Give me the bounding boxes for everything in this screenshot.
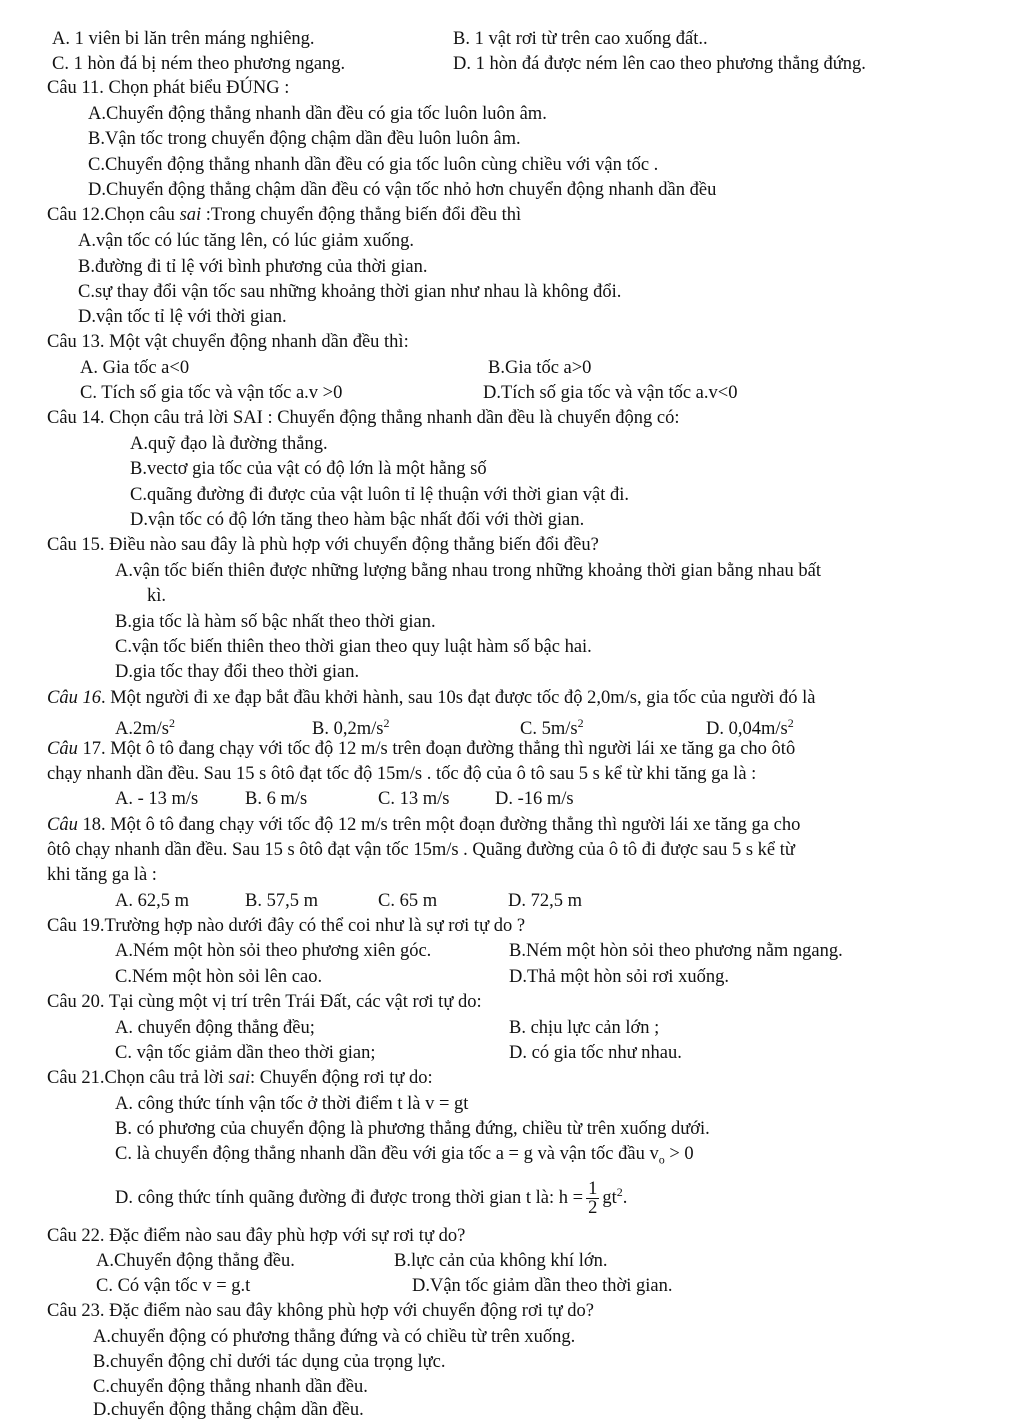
option-a: A. 1 viên bi lăn trên máng nghiêng. (52, 29, 315, 49)
question-17-option-d: D. -16 m/s (495, 789, 574, 809)
question-21-option-d: D. công thức tính quãng đường đi được trong thời gian t là: h = $\frac{1}{2}$ $gt^2$. (115, 1179, 628, 1219)
question-16-option-a: $A.2m/s^2$ (115, 716, 175, 740)
question-13-option-b: B.Gia tốc a>0 (488, 358, 592, 378)
question-21-option-b: B. có phương của chuyển động là phương thẳng đứng, chiều từ trên xuống dưới. (115, 1119, 710, 1139)
question-14-stem: Câu 14. Chọn câu trả lời SAI : Chuyển động thẳng nhanh dần đều là chuyển động có: (47, 408, 680, 428)
question-18-option-a: A. 62,5 m (115, 891, 189, 911)
question-17-option-b: B. 6 m/s (245, 789, 308, 809)
question-20-option-c: C. vận tốc giảm dần theo thời gian; (115, 1043, 376, 1063)
question-19-option-d: D.Thả một hòn sỏi rơi xuống. (509, 967, 729, 987)
question-14-option-d: D.vận tốc có độ lớn tăng theo hàm bậc nhất đối với thời gian. (130, 510, 585, 530)
question-18-option-b: B. 57,5 m (245, 891, 318, 911)
question-12-option-a: A.vận tốc có lúc tăng lên, có lúc giảm xuống. (78, 231, 414, 251)
question-23-option-c: C.chuyển động thẳng nhanh dần đều. (93, 1377, 368, 1397)
fraction: $\frac{1}{2}$ (588, 1179, 598, 1219)
question-22-option-b: B.lực cản của không khí lớn. (394, 1251, 608, 1271)
question-19-option-a: A.Ném một hòn sỏi theo phương xiên góc. (115, 941, 432, 961)
question-23-stem: Câu 23. Đặc điểm nào sau đây không phù hợp với chuyển động rơi tự do? (47, 1301, 594, 1321)
question-13-option-d: D.Tích số gia tốc và vận tốc a.v<0 (483, 383, 738, 403)
question-11-stem: Câu 11. Chọn phát biểu ĐÚNG : (47, 78, 290, 98)
question-17-stem-line-2: chạy nhanh dần đều. Sau 15 s ôtô đạt tốc độ 15m/s . tốc độ của ô tô sau 5 s kể từ khi tăng ga là : (47, 764, 757, 784)
question-14-option-c: C.quãng đường đi được của vật luôn tỉ lệ thuận với thời gian vật đi. (130, 485, 629, 505)
question-20-option-a: A. chuyển động thẳng đều; (115, 1018, 315, 1038)
question-18-stem-line-2: ôtô chạy nhanh dần đều. Sau 15 s ôtô đạt vận tốc 15m/s . Quãng đường của ô tô đi được sau 5 s kể từ (47, 840, 795, 860)
question-15-option-a-continued: kì. (147, 586, 167, 606)
question-15-stem: Câu 15. Điều nào sau đây là phù hợp với chuyển động thẳng biến đổi đều? (47, 535, 599, 555)
question-23-option-a: A.chuyển động có phương thẳng đứng và có chiều từ trên xuống. (93, 1327, 576, 1347)
question-17-option-a: A. - 13 m/s (115, 789, 199, 809)
question-11-option-a: A.Chuyển động thẳng nhanh dần đều có gia tốc luôn luôn âm. (88, 104, 547, 124)
question-16-option-c: C. $5m/s^2$ (520, 716, 584, 740)
question-12-option-c: C.sự thay đổi vận tốc sau những khoảng thời gian như nhau là không đổi. (78, 282, 622, 302)
question-12-option-b: B.đường đi tỉ lệ với bình phương của thời gian. (78, 257, 428, 277)
question-17-stem: Câu 17. Một ô tô đang chạy với tốc độ 12 m/s trên đoạn đường thẳng thì người lái xe tăng ga cho ôtô (47, 739, 796, 759)
question-22-option-d: D.Vận tốc giảm dần theo thời gian. (412, 1276, 673, 1296)
question-22-option-a: A.Chuyển động thẳng đều. (96, 1251, 295, 1271)
question-15-option-c: C.vận tốc biến thiên theo thời gian theo quy luật hàm số bậc hai. (115, 637, 592, 657)
question-18-option-d: D. 72,5 m (508, 891, 582, 911)
question-11-option-b: B.Vận tốc trong chuyển động chậm dần đều luôn luôn âm. (88, 129, 521, 149)
question-19-stem: Câu 19.Trường hợp nào dưới đây có thể coi như là sự rơi tự do ? (47, 916, 526, 936)
question-14-option-a: A.quỹ đạo là đường thẳng. (130, 434, 328, 454)
question-15-option-b: B.gia tốc là hàm số bậc nhất theo thời gian. (115, 612, 436, 632)
question-21-option-c: C. là chuyển động thẳng nhanh dần đều với gia tốc a = g và vận tốc đầu $v_o > 0$ (115, 1144, 694, 1167)
question-22-stem: Câu 22. Đặc điểm nào sau đây phù hợp với sự rơi tự do? (47, 1226, 466, 1246)
question-21-option-a: A. công thức tính vận tốc ở thời điểm t là v = gt (115, 1094, 469, 1114)
question-20-option-d: D. có gia tốc như nhau. (509, 1043, 682, 1063)
question-21-stem: Câu 21.Chọn câu trả lời sai: Chuyển động rơi tự do: (47, 1068, 433, 1088)
question-15-option-a: A.vận tốc biến thiên được những lượng bằng nhau trong những khoảng thời gian bằng nhau bất (115, 561, 822, 581)
question-18-option-c: C. 65 m (378, 891, 438, 911)
question-19-option-b: B.Ném một hòn sỏi theo phương nằm ngang. (509, 941, 843, 961)
option-d: D. 1 hòn đá được ném lên cao theo phương thẳng đứng. (453, 54, 866, 74)
question-18-stem: Câu 18. Một ô tô đang chạy với tốc độ 12 m/s trên một đoạn đường thẳng thì người lái xe tăng ga cho (47, 815, 801, 835)
question-12-stem: Câu 12.Chọn câu sai :Trong chuyển động thẳng biến đổi đều thì (47, 205, 522, 225)
question-13-stem: Câu 13. Một vật chuyển động nhanh dần đều thì: (47, 332, 409, 352)
question-15-option-d: D.gia tốc thay đổi theo thời gian. (115, 662, 360, 682)
question-22-option-c: C. Có vận tốc v = g.t (96, 1276, 251, 1296)
question-17-option-c: C. 13 m/s (378, 789, 450, 809)
question-16-stem: Câu 16. Một người đi xe đạp bắt đầu khởi hành, sau 10s đạt được tốc độ 2,0m/s, gia tốc của người đó là (47, 688, 816, 708)
question-18-stem-line-3: khi tăng ga là : (47, 865, 157, 885)
question-13-option-c: C. Tích số gia tốc và vận tốc a.v >0 (80, 383, 343, 403)
question-12-option-d: D.vận tốc tỉ lệ với thời gian. (78, 307, 287, 327)
question-14-option-b: B.vectơ gia tốc của vật có độ lớn là một hằng số (130, 459, 487, 479)
question-20-option-b: B. chịu lực cản lớn ; (509, 1018, 660, 1038)
question-23-option-d: D.chuyển động thẳng chậm dần đều. (93, 1400, 364, 1420)
question-11-option-d: D.Chuyển động thẳng chậm dần đều có vận tốc nhỏ hơn chuyển động nhanh dần đều (88, 180, 717, 200)
option-c: C. 1 hòn đá bị ném theo phương ngang. (52, 54, 346, 74)
question-19-option-c: C.Ném một hòn sỏi lên cao. (115, 967, 323, 987)
question-16-option-d: D. $0,04m/s^2$ (706, 716, 794, 740)
question-23-option-b: B.chuyển động chỉ dưới tác dụng của trọng lực. (93, 1352, 446, 1372)
question-20-stem: Câu 20. Tại cùng một vị trí trên Trái Đất, các vật rơi tự do: (47, 992, 482, 1012)
option-b: B. 1 vật rơi từ trên cao xuống đất.. (453, 29, 708, 49)
question-16-option-b: B. $0,2m/s^2$ (312, 716, 390, 740)
question-13-option-a: A. Gia tốc a<0 (80, 358, 190, 378)
question-11-option-c: C.Chuyển động thẳng nhanh dần đều có gia tốc luôn cùng chiều với vận tốc . (88, 155, 659, 175)
